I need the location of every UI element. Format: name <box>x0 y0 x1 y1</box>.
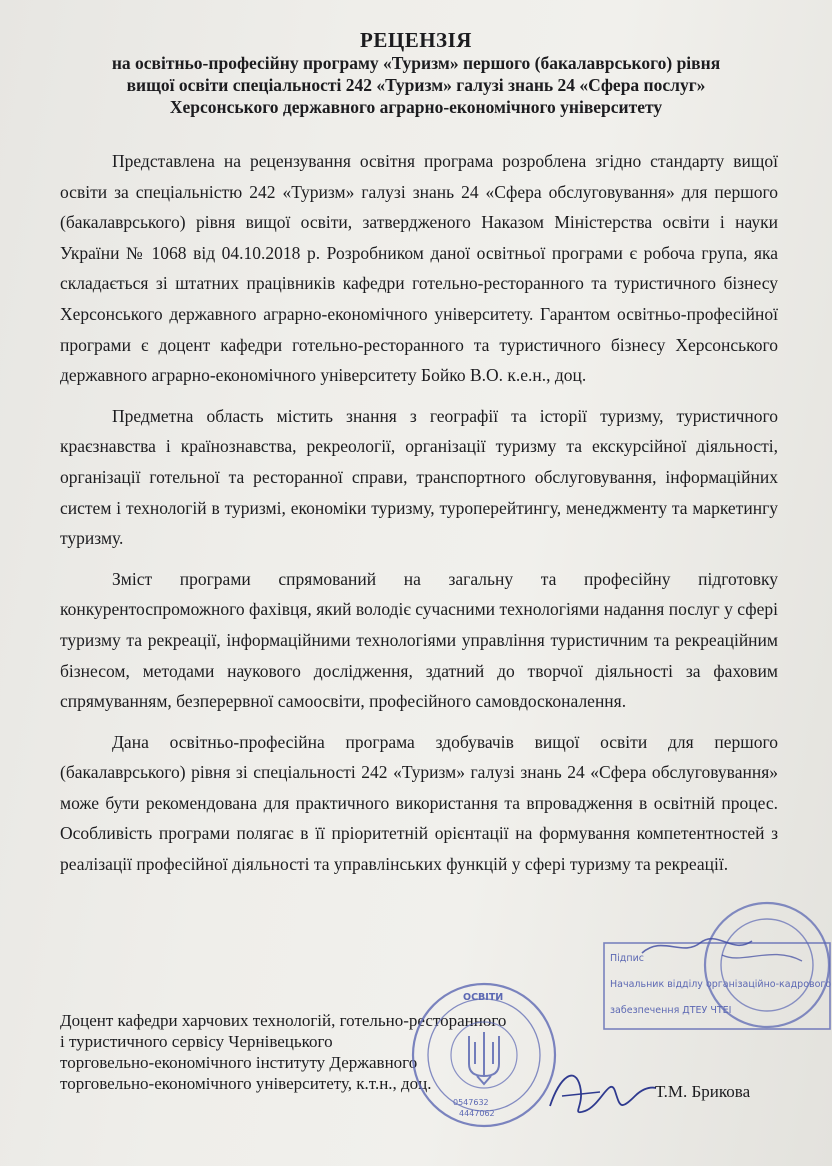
stamp-position-label: Начальник відділу організаційно-кадрового <box>610 979 832 990</box>
document-subtitle-line-2: вищої освіти спеціальності 242 «Туризм» галузі знань 24 «Сфера послуг» <box>126 75 706 95</box>
reviewer-name: Т.М. Брикова <box>655 1082 751 1101</box>
reviewer-position-line-3: торговельно-економічного інституту Державного <box>60 1053 418 1072</box>
document-subtitle-line-3: Херсонського державного аграрно-економічного університету <box>169 97 663 117</box>
seal-code-1: 0547632 <box>453 1098 489 1107</box>
seal-code-2: 4447062 <box>459 1109 495 1118</box>
body-paragraph-4: Дана освітньо-професійна програма здобувачів вищої освіти для першого (бакалаврського) рівня зі спеціальності 242 «Туризм» галузі знань 24 «Сфера обслуговування» може бути рекомендована для практичного використання та впровадження в освітній процес. Особливість програми полягає в її пріоритетній орієнтації на формування компетентностей з реалізації професійної діяльності та управлінських функцій у сфері туризму та рекреації. <box>60 731 778 875</box>
body-paragraph-3: Зміст програми спрямований на загальну та професійну підготовку конкурентоспроможного фахівця, який володіє сучасними технологіями надання послуг у сфері туризму та рекреації, інформаційними технологіями управління туристичним та рекреаційним бізнесом, методами наукового дослідження, здатний до творчої діяльності за фаховим спрямуванням, безперервної самоосвіти, професійного самовдосконалення. <box>60 568 778 712</box>
seal-top-label: ОСВІТИ <box>463 992 504 1003</box>
document-body <box>60 146 778 890</box>
document-title: РЕЦЕНЗІЯ <box>360 28 472 52</box>
document-header <box>0 28 832 118</box>
round-seal-icon <box>602 895 832 1045</box>
hr-department-stamp <box>602 895 832 1045</box>
stamp-department-label: забезпечення ДТЕУ ЧТЕІ <box>610 1005 732 1016</box>
reviewer-position-line-1: Доцент кафедри харчових технологій, готельно-ресторанного <box>60 1011 507 1030</box>
stamp-signature-label: Підпис <box>610 953 644 964</box>
document-subtitle-line-1: на освітньо-професійну програму «Туризм» першого (бакалаврського) рівня <box>111 53 721 73</box>
reviewer-position-line-4: торговельно-економічного університету, к.т.н., доц. <box>60 1074 432 1093</box>
body-paragraph-1: Представлена на рецензування освітня програма розроблена згідно стандарту вищої освіти за спеціальністю 242 «Туризм» галузі знань 24 «Сфера обслуговування» для першого (бакалаврського) рівня вищої освіти, затвердженого Наказом Міністерства освіти і науки України № 1068 від 04.10.2018 р. Розробником даної освітньої програми є робоча група, яка складається зі штатних працівників кафедри готельно-ресторанного та туристичного бізнесу Херсонського державного аграрно-економічного університету. Гарантом освітньо-професійної програми є доцент кафедри готельно-ресторанного та туристичного бізнесу Херсонського державного аграрно-економічного університету Бойко В.О. к.е.н., доц. <box>60 151 778 386</box>
handwritten-signature-icon <box>540 1056 660 1126</box>
reviewer-position-line-2: і туристичного сервісу Чернівецького <box>60 1032 333 1051</box>
body-paragraph-2: Предметна область містить знання з географії та історії туризму, туристичного краєзнавства і країнознавства, рекреології, організації туризму та екскурсійної діяльності, організації готельної та ресторанної справи, транспортного обслуговування, інформаційних систем і технологій в туризмі, економіки туризму, туроперейтингу, менеджменту та маркетингу туризму. <box>60 405 778 549</box>
